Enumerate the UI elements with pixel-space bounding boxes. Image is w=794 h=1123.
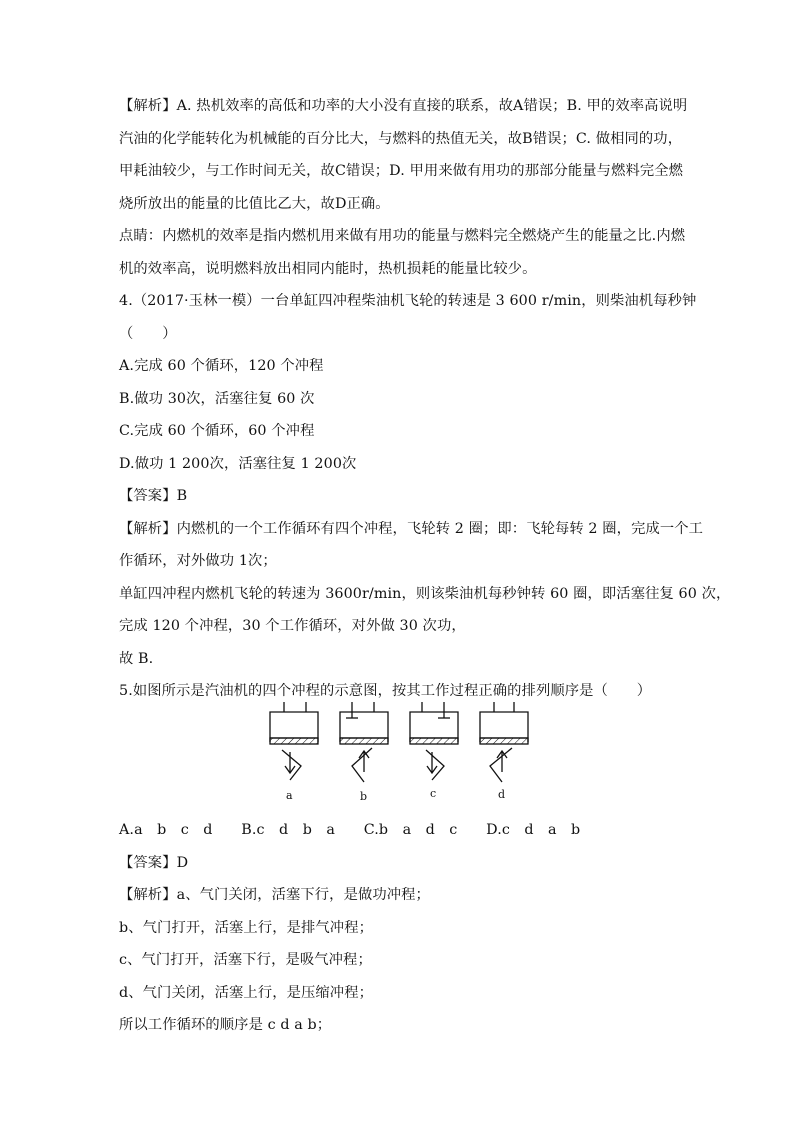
text-line: 烧所放出的能量的比值比乙大，故D正确。 [119, 195, 390, 212]
option-a: A.完成 60 个循环，120 个冲程 [119, 358, 324, 374]
text-line: 作循环，对外做功 1次； [119, 553, 277, 569]
figure-label-a: a [286, 789, 293, 802]
figure-label-b: b [360, 790, 368, 803]
text-line: 单缸四冲程内燃机飞轮的转速为 3600r/min，则该柴油机每秒钟转 60 圈，即活塞往复 60 次， [119, 585, 731, 602]
question-5 [119, 681, 679, 701]
text-line: d、气门关闭，活塞上行，是压缩冲程； [119, 984, 373, 1001]
option-list: A.a b c d B.c d b a C.b a d c D.c d a b [119, 822, 581, 838]
engine-strokes-figure [268, 700, 530, 810]
answer-label: 【答案】B [119, 488, 188, 504]
text-line: 【解析】内燃机的一个工作循环有四个冲程，飞轮转 2 圈；即：飞轮每转 2 圈，完成一个工 [119, 520, 704, 537]
option-c: C.完成 60 个循环，60 个冲程 [119, 423, 315, 439]
text-line: 【解析】A. 热机效率的高低和功率的大小没有直接的联系，故A错误；B. 甲的效率高说明 [119, 98, 688, 114]
option-d: D.做功 1 200次，活塞往复 1 200次 [119, 455, 357, 472]
text-line: 【解析】a、气门关闭，活塞下行，是做功冲程； [119, 887, 430, 903]
tip-block [119, 226, 686, 279]
cylinder-d [480, 702, 528, 782]
answer-paren: （ ） [119, 325, 177, 342]
figure-label-c: c [430, 787, 437, 800]
option-b: B.做功 30次，活塞往复 60 次 [119, 390, 315, 407]
text-line: 所以工作循环的顺序是 c d a b； [119, 1017, 332, 1033]
text-line: 机的效率高，说明燃料放出相同内能时，热机损耗的能量比较少。 [119, 260, 537, 277]
text-line: c、气门打开，活塞下行，是吸气冲程； [119, 952, 372, 968]
cylinder-b [340, 702, 388, 782]
figure-label-d: d [498, 788, 506, 801]
cylinder-c [410, 702, 458, 780]
question-stem: 5.如图所示是汽油机的四个冲程的示意图，按其工作过程正确的排列顺序是（ ） [119, 683, 652, 699]
text-line: 甲耗油较少，与工作时间无关，故C错误；D. 甲用来做有用功的那部分能量与燃料完全燃 [119, 163, 684, 179]
answer-label: 【答案】D [119, 854, 189, 871]
text-line: 完成 120 个冲程，30 个工作循环，对外做 30 次功， [119, 618, 466, 634]
question-stem: 4.（2017·玉林一模）一台单缸四冲程柴油机飞轮的转速是 3 600 r/min，则柴油机每秒钟 [119, 293, 697, 309]
text-line: 点睛：内燃机的效率是指内燃机用来做有用功的能量与燃料完全燃烧产生的能量之比.内燃 [119, 228, 686, 244]
question-4 [119, 291, 731, 669]
document-page [119, 96, 731, 714]
text-line: 故 B. [119, 650, 154, 667]
analysis-block-q3 [119, 96, 688, 214]
question-5-continued [119, 820, 679, 1048]
text-line: b、气门打开，活塞上行，是排气冲程； [119, 919, 373, 936]
cylinder-a [270, 702, 318, 780]
text-line: 汽油的化学能转化为机械能的百分比大，与燃料的热值无关，故B错误；C. 做相同的功， [119, 130, 683, 147]
